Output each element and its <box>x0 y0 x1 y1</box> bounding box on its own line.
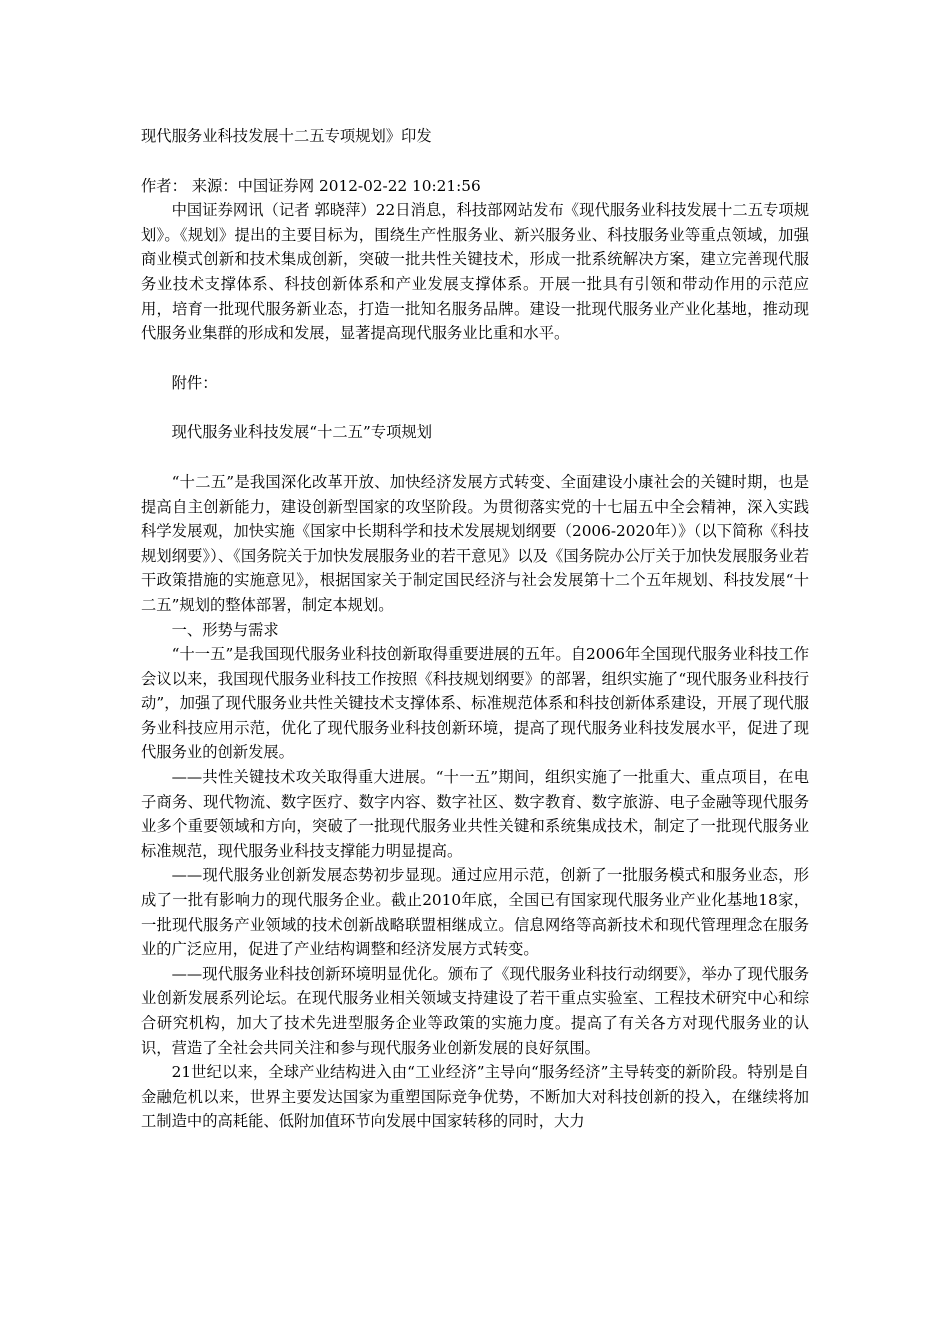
body-paragraph: 21世纪以来，全球产业结构进入由“工业经济”主导向“服务经济”主导转变的新阶段。特别是自金融危机以来，世界主要发达国家为重塑国际竞争优势，不断加大对科技创新的投入，在继续将加工制造中的高耗能、低附加值环节向发展中国家转移的同时，大力 <box>141 1063 809 1131</box>
plan-title: 现代服务业科技发展“十二五”专项规划 <box>171 423 432 442</box>
intro-paragraph: “十二五”是我国深化改革开放、加快经济发展方式转变、全面建设小康社会的关键时期，也是提高自主创新能力，建设创新型国家的攻坚阶段。为贯彻落实党的十七届五中全会精神，深入实践科学发展观，加快实施《国家中长期科学和技术发展规划纲要（2006-2020年）》（以下简称《科技规划纲要》）、《国务院关于加快发展服务业的若干意见》以及《国务院办公厅关于加快发展服务业若干政策措施的实施意见》，根据国家关于制定国民经济与社会发展第十二个五年规划、科技发展“十二五”规划的整体部署，制定本规划。 <box>141 472 809 614</box>
body-paragraph: ——共性关键技术攻关取得重大进展。“十一五”期间，组织实施了一批重大、重点项目，在电子商务、现代物流、数字医疗、数字内容、数字社区、数字教育、数字旅游、电子金融等现代服务业多个重要领域和方向，突破了一批现代服务业共性关键和系统集成技术，制定了一批现代服务业标准规范，现代服务业科技支撑能力明显提高。 <box>141 768 809 860</box>
body-paragraph: “十一五”是我国现代服务业科技创新取得重要进展的五年。自2006年全国现代服务业科技工作会议以来，我国现代服务业科技工作按照《科技规划纲要》的部署，组织实施了“现代服务业科技行动”，加强了现代服务业共性关键技术支撑体系、标准规范体系和科技创新体系建设，开展了现代服务业科技应用示范，优化了现代服务业科技创新环境，提高了现代服务业科技发展水平，促进了现代服务业的创新发展。 <box>141 645 809 762</box>
attachment-label: 附件： <box>171 373 218 392</box>
body-paragraph: ——现代服务业创新发展态势初步显现。通过应用示范，创新了一批服务模式和服务业态，形成了一批有影响力的现代服务企业。截止2010年底，全国已有国家现代服务业产业化基地18家，一批现代服务产业领域的技术创新战略联盟相继成立。信息网络等高新技术和现代管理理念在服务业的广泛应用，促进了产业结构调整和经济发展方式转变。 <box>141 866 809 959</box>
document-body <box>141 124 809 1134</box>
lead-paragraph: 中国证券网讯（记者 郭晓萍）22日消息，科技部网站发布《现代服务业科技发展十二五专项规划》。《规划》提出的主要目标为，围绕生产性服务业、新兴服务业、科技服务业等重点领域，加强商业模式创新和技术集成创新，突破一批共性关键技术，形成一批系统解决方案，建立完善现代服务业技术支撑体系、科技创新体系和产业发展支撑体系。开展一批具有引领和带动作用的示范应用，培育一批现代服务新业态，打造一批知名服务品牌。建设一批现代服务业产业化基地，推动现代服务业集群的形成和发展，显著提高现代服务业比重和水平。 <box>141 201 809 343</box>
section-heading: 一、形势与需求 <box>171 620 279 639</box>
body-paragraph: ——现代服务业科技创新环境明显优化。颁布了《现代服务业科技行动纲要》，举办了现代服务业创新发展系列论坛。在现代服务业相关领域支持建设了若干重点实验室、工程技术研究中心和综合研究机构，加大了技术先进型服务企业等政策的实施力度。提高了有关各方对现代服务业的认识，营造了全社会共同关注和参与现代服务业创新发展的良好氛围。 <box>141 964 809 1057</box>
article-title: 现代服务业科技发展十二五专项规划》印发 <box>141 127 432 145</box>
article-meta: 作者： 来源：中国证券网 2012-02-22 10:21:56 <box>141 176 481 195</box>
